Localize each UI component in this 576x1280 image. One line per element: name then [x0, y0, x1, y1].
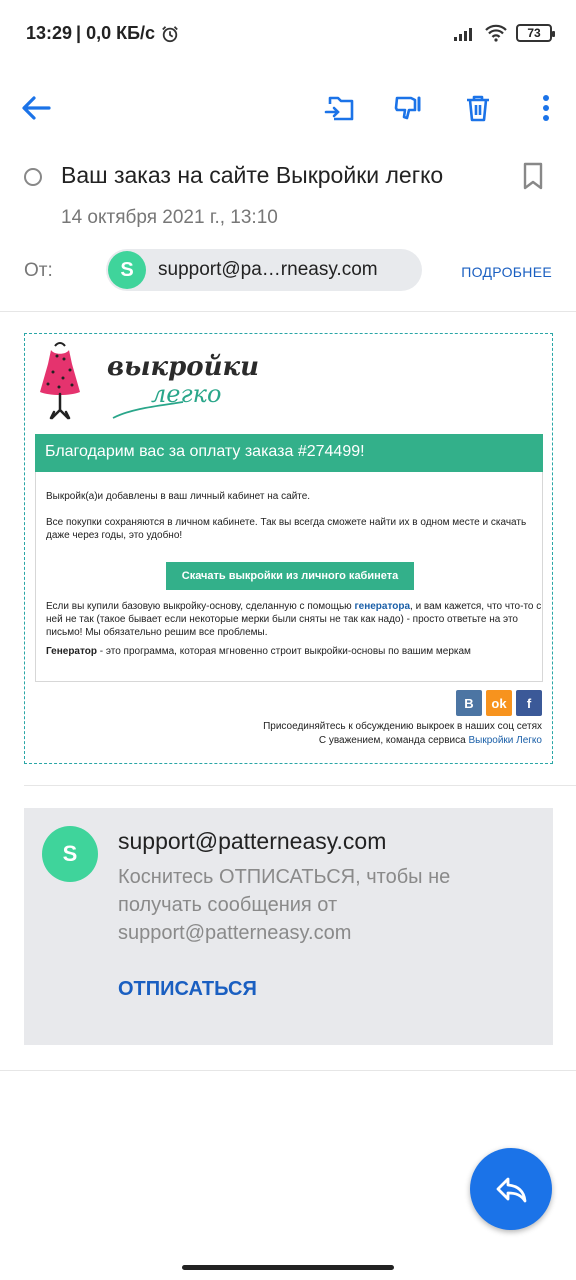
- email-date: 14 октября 2021 г., 13:10: [61, 207, 278, 228]
- alarm-icon: [161, 25, 179, 43]
- toolbar: [0, 80, 576, 136]
- reply-button[interactable]: [470, 1148, 552, 1230]
- regards-text: [319, 735, 542, 746]
- more-options-button[interactable]: [524, 86, 568, 130]
- download-patterns-button[interactable]: Скачать выкройки из личного кабинета: [166, 562, 414, 590]
- logo: [33, 340, 260, 426]
- status-right: [454, 24, 552, 42]
- email-body: [24, 333, 553, 764]
- divider: [24, 785, 576, 786]
- join-text: Присоединяйтесь к обсуждению выкроек в наших соц сетях: [263, 721, 542, 732]
- unsubscribe-avatar: S: [42, 826, 98, 882]
- delete-button[interactable]: [456, 86, 500, 130]
- battery-icon: 73: [516, 24, 552, 42]
- status-left: [26, 23, 179, 44]
- unsubscribe-description: Коснитесь ОТПИСАТЬСЯ, чтобы не получать сообщения от support@patterneasy.com: [118, 866, 451, 944]
- unsubscribe-button[interactable]: ОТПИСАТЬСЯ: [118, 978, 257, 1000]
- from-label: От:: [24, 260, 53, 281]
- move-to-folder-icon: [324, 94, 356, 122]
- wifi-icon: [484, 24, 508, 42]
- network-speed: | 0,0 КБ/с: [76, 23, 156, 43]
- paragraph-generator-text-end: , и вам кажется, что что-то с ней не так (такое бывает если некоторые мерки были сняты не так как надо) - просто ответьте на это письмо! Мы обязательно решим все проблемы.: [46, 601, 542, 638]
- generator-term: Генератор: [46, 646, 97, 657]
- more-vert-icon: [542, 94, 550, 122]
- email-subject: Ваш заказ на сайте Выкройки легко: [61, 162, 444, 188]
- bookmark-icon[interactable]: [522, 162, 544, 190]
- status-bar: [0, 0, 576, 70]
- unread-indicator-icon[interactable]: [24, 168, 42, 186]
- odnoklassniki-icon[interactable]: ok: [486, 690, 512, 716]
- paragraph-added: Выкройк(а)и добавлены в ваш личный кабинет на сайте.: [46, 491, 311, 502]
- thank-you-banner: Благодарим вас за оплату заказа #274499!: [35, 434, 543, 472]
- vk-icon[interactable]: B: [456, 690, 482, 716]
- facebook-icon[interactable]: f: [516, 690, 542, 716]
- back-arrow-icon: [21, 95, 51, 121]
- unsubscribe-card: [24, 808, 553, 1045]
- regards-prefix: С уважением, команда сервиса: [318, 735, 469, 746]
- paragraph-generator: [46, 600, 542, 639]
- home-indicator[interactable]: [182, 1265, 394, 1270]
- details-link[interactable]: ПОДРОБНЕЕ: [461, 264, 552, 280]
- thumbs-down-icon: [393, 94, 423, 122]
- logo-text-bottom: легко: [151, 380, 222, 408]
- social-links: [456, 690, 542, 716]
- back-button[interactable]: [14, 86, 58, 130]
- generator-definition-text: - это программа, которая мгновенно строит выкройки-основы по вашим меркам: [96, 646, 471, 657]
- divider: [0, 311, 576, 312]
- generator-link[interactable]: генератора: [354, 601, 411, 612]
- trash-icon: [465, 94, 491, 122]
- paragraph-generator-definition: [46, 645, 536, 658]
- logo-text-top: выкройки: [107, 352, 260, 382]
- clock: 13:29: [26, 23, 73, 43]
- sender-email: support@pa…rneasy.com: [158, 259, 378, 280]
- move-to-folder-button[interactable]: [318, 86, 362, 130]
- spam-button[interactable]: [386, 86, 430, 130]
- divider: [0, 1070, 576, 1071]
- email-content-card: [35, 472, 543, 682]
- sender-chip[interactable]: [106, 249, 422, 291]
- paragraph-generator-text: Если вы купили базовую выкройку-основу, сделанную с помощью: [46, 601, 355, 612]
- subject-row: [24, 160, 552, 194]
- reply-icon: [495, 1175, 527, 1203]
- unsubscribe-sender-email: support@patterneasy.com: [118, 828, 387, 854]
- paragraph-storage: Все покупки сохраняются в личном кабинете. Так вы всегда сможете найти их в одном месте и скачать даже через годы, это удобно!: [46, 517, 527, 541]
- sender-avatar: S: [108, 251, 146, 289]
- signal-icon: [454, 25, 476, 41]
- service-link[interactable]: Выкройки Легко: [468, 735, 542, 746]
